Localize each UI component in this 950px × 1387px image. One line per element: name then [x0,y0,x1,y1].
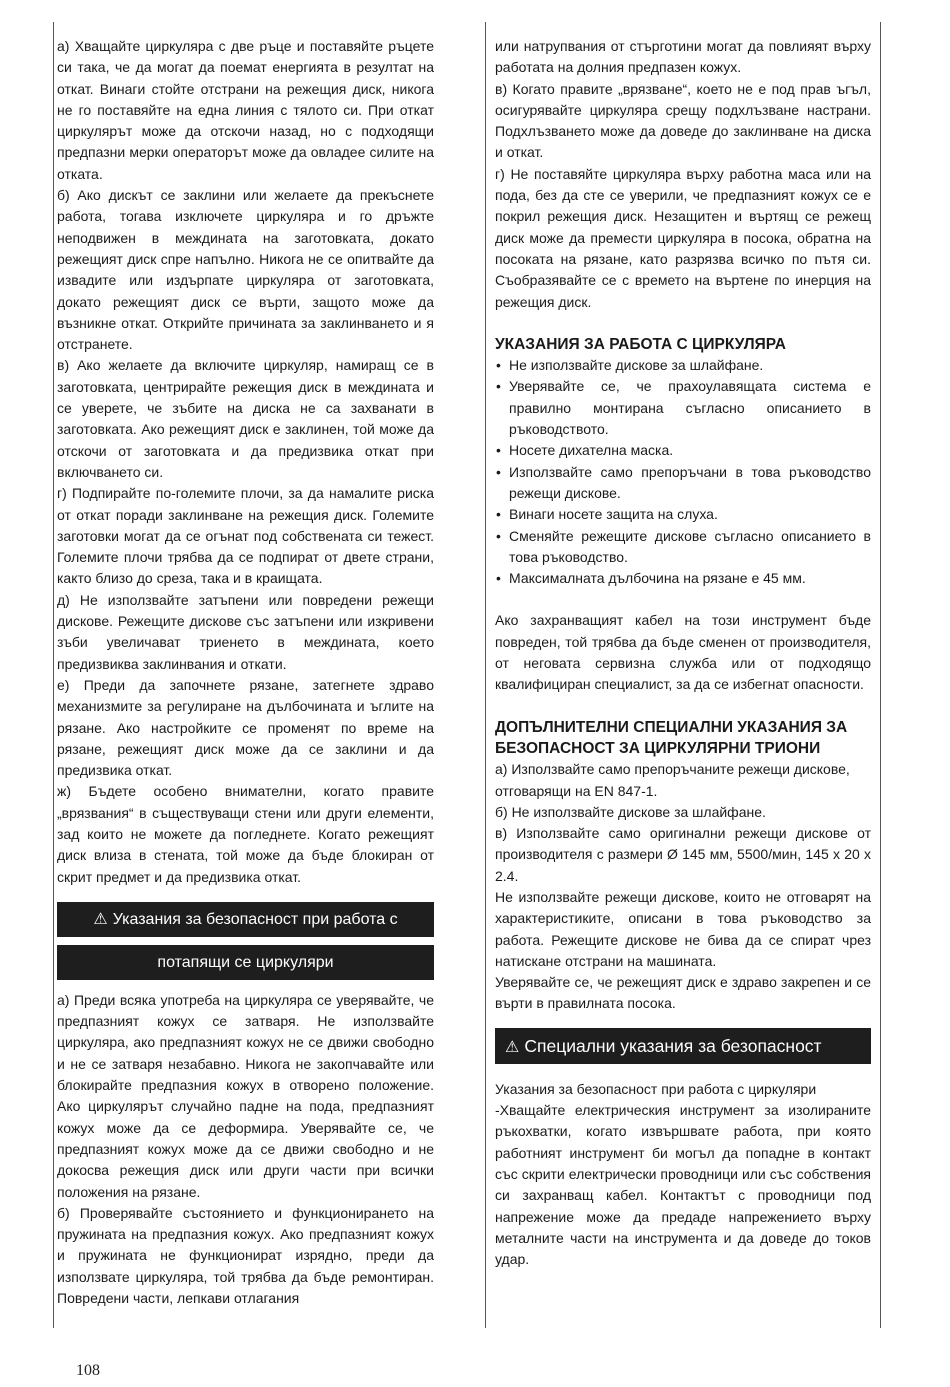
list-item: • Уверявайте се, че прахоулавящата система е правилно монтирана съгласно описанието в ръководството. [495,376,871,440]
paragraph-d: д) Не използвайте затъпени или повредени режещи дискове. Режещите дискове със затъпени или изкривени зъби увеличават триенето в междината, което предизвиква заклинвания и откати. [57,591,434,672]
left-column [57,36,434,1309]
paragraph-additional-specs: Не използвайте режещи дискове, които не отговарят на характеристиките, описани в това ръководство за работа. Режещите дискове не бива да се спират чрез натискане отстрани на машината. [495,888,871,969]
paragraph-cable: Ако захранващият кабел на този инструмент бъде повреден, той трябва да бъде сменен от производителя, от неговата сервизна служба или от подходящо квалифициран специалист, за да се избегнат опасности. [495,612,871,693]
paragraph-additional-v: в) Използвайте само оригинални режещи дискове от производителя с размери Ø 145 мм, 5500/мин, 145 x 20 x 2.4. [495,825,871,884]
list-item: • Използвайте само препоръчани в това ръководство режещи дискове. [495,462,871,505]
paragraph-g: г) Подпирайте по-големите плочи, за да намалите риска от откат поради заклинване на режещия диск. Големите заготовки могат да се огънат под собствената си тежест. Големите плочи трябва да се подпират от двете страни, както близо до среза, така и в краищата. [57,485,434,587]
page-number: 108 [76,1362,100,1379]
list-item: • Сменяйте режещите дискове съгласно описанието в това ръководство. [495,526,871,569]
right-column [495,36,871,1270]
paragraph-additional-b: б) Не използвайте дискове за шлайфане. [495,803,766,820]
middle-column-rule [485,22,486,1328]
work-instructions-list [495,355,871,589]
heading-work-instructions: УКАЗАНИЯ ЗА РАБОТА С ЦИРКУЛЯРА [495,335,786,353]
paragraph-zh: ж) Бъдете особено внимателни, когато правите „врязвания“ в съществуващи стени или други елементи, зад които не можете да погледнете. Когато режещият диск влиза в стената, той може да бъде блокиран от скрит предмет и да предизвика откат. [57,783,434,885]
paragraph-special-title: Указания за безопасност при работа с циркуляри [495,1080,817,1097]
paragraph-continued: или натрупвания от стърготини могат да повлияят върху работата на долния предпазен кожух. [495,38,871,76]
left-column-rule [53,22,54,1328]
special-instructions-banner [495,1028,871,1064]
list-item: • Носете дихателна маска. [495,440,871,461]
list-item: • Максималната дълбочина на рязане е 45 мм. [495,568,871,589]
banner-line1-text: Указания за безопасност при работа с [112,910,398,928]
paragraph-additional-mount: Уверявайте се, че режещият диск е здраво закрепен и се върти в правилната посока. [495,974,871,1012]
banner-line2-text: потапящи се циркуляри [157,953,334,971]
paragraph-plunge-angle: в) Когато правите „врязване“, което не е под прав ъгъл, осигурявайте циркуляра срещу подхлъзване настрани. Подхлъзването може да доведе до заклинване на диска и откат. [495,80,871,161]
warning-triangle-icon: ⚠ [505,1038,520,1056]
paragraph-additional-a: а) Използвайте само препоръчаните режещи дискове, отговарящи на EN 847-1. [495,761,850,799]
paragraph-e: е) Преди да започнете рязане, затегнете здраво механизмите за регулиране на дълбочината и ъглите на рязане. Ако настройките се променят по време на рязане, режещият диск може да се заклини и да предизвика откат. [57,676,434,779]
plunge-saw-banner-line1 [57,902,434,937]
paragraph-special-body: -Хващайте електрическия инструмент за изолираните ръкохватки, когато извършвате работа, при която работният инструмент би могъл да попадне в контакт със скрити електрически проводници или със собствения си захранващ кабел. Контактът с проводници под напрежение може да предаде напрежението върху металните части на инструмента и да доведе до токов удар. [495,1102,871,1268]
heading-additional-instructions: ДОПЪЛНИТЕЛНИ СПЕЦИАЛНИ УКАЗАНИЯ ЗА БЕЗОПАСНОСТ ЗА ЦИРКУЛЯРНИ ТРИОНИ [495,718,848,757]
special-banner-text: Специални указания за безопасност [524,1035,822,1056]
paragraph-placement: г) Не поставяйте циркуляра върху работна маса или на пода, без да сте се уверили, че предпазният кожух се е покрил режещия диск. Незащитен и въртящ се режещ диск може да премести циркуляра в посока, обратна на посоката на рязане, като разрязва всичко по пътя си. Съобразявайте се с времето на въртене по инерция на режещия диск. [495,165,871,310]
right-column-rule [880,22,881,1328]
plunge-saw-banner-line2 [57,945,434,980]
paragraph-a: а) Хващайте циркуляра с две ръце и поставяйте ръцете си така, че да могат да поемат енергията в резултат на откат. Винаги стойте отстрани на режещия диск, никога не го поставяйте на една линия с тялото си. При откат циркулярът може да отскочи назад, но с подходящи предпазни мерки операторът може да овладее силите на отката. [57,38,434,182]
paragraph-v: в) Ако желаете да включите циркуляр, намиращ се в заготовката, центрирайте режещия диск в междината и се уверете, че зъбите на диска не са захванати в заготовката. Ако режещият диск е заклинен, той може да отскочи от заготовката и да предизвика откат при включването си. [57,357,434,480]
paragraph-guard-a: а) Преди всяка употреба на циркуляра се уверявайте, че предпазният кожух се затваря. Не използвайте циркуляра, ако предпазният кожух не се движи свободно и не се затваря незабавно. Никога не закопчавайте или блокирайте предпазния кожух в отворено положение. Ако циркулярът случайно падне на пода, предпазният кожух може да се деформира. Уверявайте се, че предпазният кожух може да се движи свободно и не докосва режещия диск или други части при всички положения на рязане. [57,991,434,1200]
paragraph-guard-b: б) Проверявайте състоянието и функционирането на пружината на предпазния кожух. Ако предпазният кожух и пружината не функционират изрядно, преди да използвате циркуляра, той трябва да бъде ремонтиран. Повредени части, лепкави отлагания [57,1204,434,1307]
list-item: • Винаги носете защита на слуха. [495,504,871,525]
list-item: • Не използвайте дискове за шлайфане. [495,355,871,376]
warning-triangle-icon: ⚠ [93,910,108,928]
paragraph-b: б) Ако дискът се заклини или желаете да прекъснете работа, тогава изключете циркуляра и го дръжте неподвижен в междината на заготовката, докато режещият диск спре напълно. Никога не се опитвайте да извадите или издърпате циркуляра от заготовката, докато режещият диск се върти, защото може да възникне откат. Открийте причината за заклинването и я отстранете. [57,187,434,353]
